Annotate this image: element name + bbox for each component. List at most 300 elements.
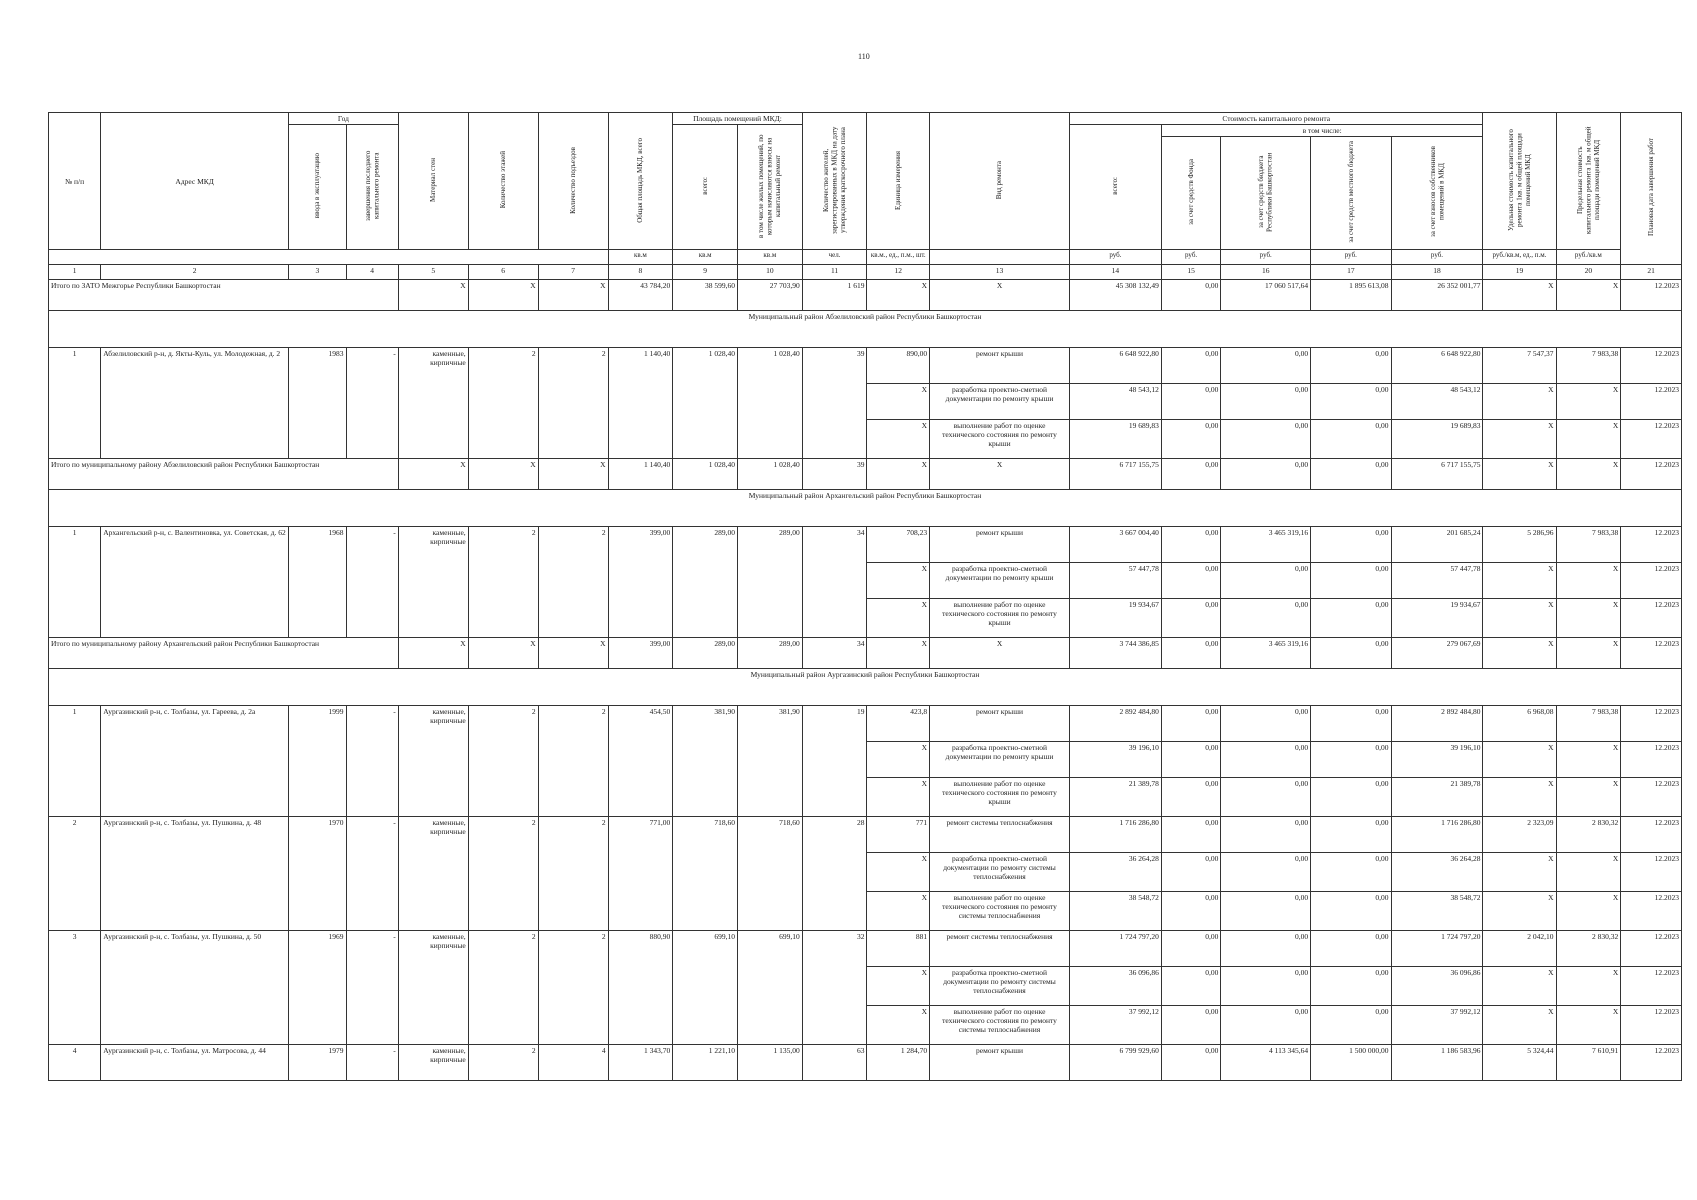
column-number: 2 <box>101 265 289 280</box>
wall-material: каменные, кирпичные <box>398 348 468 459</box>
column-number: 4 <box>346 265 398 280</box>
work-quantity: 423,8 <box>867 706 930 742</box>
hdr-unit <box>867 113 930 250</box>
unit-cell: руб. <box>1161 250 1221 265</box>
deadline: 12.2023 <box>1621 853 1682 892</box>
work-quantity: 708,23 <box>867 527 930 563</box>
unit-cost: 5 286,96 <box>1483 527 1556 563</box>
column-number: 14 <box>1069 265 1161 280</box>
cost-local: 0,00 <box>1311 967 1391 1006</box>
house-number: 1 <box>49 527 101 638</box>
work-quantity: X <box>867 853 930 892</box>
hdr-total-area-text: Общая площадь МКД, всего <box>636 137 645 223</box>
x-mark: X <box>867 280 930 311</box>
floors: 2 <box>468 817 538 931</box>
cost-local: 0,00 <box>1311 817 1391 853</box>
column-number: 9 <box>673 265 738 280</box>
work-quantity: X <box>867 967 930 1006</box>
cost-republic: 0,00 <box>1221 420 1311 459</box>
table-cell: 0,00 <box>1161 638 1221 669</box>
hdr-premises-group: Площадь помещений МКД: <box>673 113 802 125</box>
cost-local: 0,00 <box>1311 853 1391 892</box>
table-header <box>49 113 1682 265</box>
house-address: Архангельский р-н, с. Валентиновка, ул. Советская, д. 62 <box>101 527 289 638</box>
work-quantity: X <box>867 1006 930 1045</box>
column-number: 13 <box>930 265 1070 280</box>
column-number: 17 <box>1311 265 1391 280</box>
column-number: 10 <box>738 265 803 280</box>
table-cell: 0,00 <box>1161 280 1221 311</box>
deadline: 12.2023 <box>1621 1045 1682 1081</box>
cost-owners: 1 716 286,80 <box>1391 817 1483 853</box>
year-commissioning: 1983 <box>289 348 346 459</box>
hdr-premises-total <box>673 125 738 250</box>
premises-living: 1 135,00 <box>738 1045 803 1081</box>
unit-cell: руб. <box>1069 250 1161 265</box>
table-cell: 289,00 <box>673 638 738 669</box>
cost-local: 0,00 <box>1311 742 1391 778</box>
hdr-residents <box>802 113 867 250</box>
cost-owners: 2 892 484,80 <box>1391 706 1483 742</box>
section-title-row <box>49 669 1682 706</box>
work-quantity: X <box>867 563 930 599</box>
residents: 28 <box>802 817 867 931</box>
grand-total-label: Итого по ЗАТО Межгорье Республики Башкортостан <box>49 280 399 311</box>
hdr-total-area <box>608 113 673 250</box>
work-row <box>49 527 1682 563</box>
table-cell: 6 717 155,75 <box>1391 459 1483 490</box>
hdr-cost-fund-text: за счет средств Фонда <box>1186 159 1195 225</box>
table-cell: 6 717 155,75 <box>1069 459 1161 490</box>
hdr-entrances <box>538 113 608 250</box>
premises-total: 1 221,10 <box>673 1045 738 1081</box>
cost-fund: 0,00 <box>1161 563 1221 599</box>
hdr-year-commissioning-text: ввода в эксплуатацию <box>313 153 322 219</box>
cost-local: 0,00 <box>1311 420 1391 459</box>
unit-cost: X <box>1483 892 1556 931</box>
cost-local: 0,00 <box>1311 348 1391 384</box>
cost-local: 0,00 <box>1311 931 1391 967</box>
floors: 2 <box>468 527 538 638</box>
cost-fund: 0,00 <box>1161 817 1221 853</box>
year-commissioning: 1979 <box>289 1045 346 1081</box>
limit-cost: X <box>1556 563 1621 599</box>
grand-total-row <box>49 280 1682 311</box>
work-quantity: X <box>867 420 930 459</box>
repair-type: выполнение работ по оценке технического состояния по ремонту крыши <box>930 420 1070 459</box>
hdr-repair-type-text: Вид ремонта <box>995 160 1004 200</box>
work-quantity: X <box>867 892 930 931</box>
table-cell: 27 703,90 <box>738 280 803 311</box>
x-mark: X <box>930 638 1070 669</box>
unit-cost: 6 968,08 <box>1483 706 1556 742</box>
house-address: Аургазинский р-н, с. Толбазы, ул. Матросова, д. 44 <box>101 1045 289 1081</box>
table-cell: 0,00 <box>1161 459 1221 490</box>
year-last-repair: - <box>346 931 398 1045</box>
table-cell: 12.2023 <box>1621 459 1682 490</box>
limit-cost: 7 983,38 <box>1556 706 1621 742</box>
cost-total: 19 689,83 <box>1069 420 1161 459</box>
hdr-year-group: Год <box>289 113 399 125</box>
work-quantity: X <box>867 384 930 420</box>
house-number: 2 <box>49 817 101 931</box>
total-area: 399,00 <box>608 527 673 638</box>
year-commissioning: 1999 <box>289 706 346 817</box>
year-commissioning: 1969 <box>289 931 346 1045</box>
hdr-unit-cost <box>1483 113 1556 250</box>
unit-cost: X <box>1483 967 1556 1006</box>
premises-living: 699,10 <box>738 931 803 1045</box>
entrances: 2 <box>538 931 608 1045</box>
x-mark: X <box>398 280 468 311</box>
repair-type: ремонт системы теплоснабжения <box>930 817 1070 853</box>
column-number: 16 <box>1221 265 1311 280</box>
year-last-repair: - <box>346 706 398 817</box>
section-title: Муниципальный район Абзелиловский район Республики Башкортостан <box>49 311 1682 348</box>
table-cell: 1 140,40 <box>608 459 673 490</box>
house-address: Аургазинский р-н, с. Толбазы, ул. Пушкина, д. 50 <box>101 931 289 1045</box>
unit-cell: кв.м <box>608 250 673 265</box>
hdr-limit-cost <box>1556 113 1621 250</box>
x-mark: X <box>1556 459 1621 490</box>
hdr-cost-owners <box>1391 137 1483 250</box>
work-row <box>49 348 1682 384</box>
cost-fund: 0,00 <box>1161 706 1221 742</box>
hdr-deadline-text: Плановая дата завершения работ <box>1646 138 1655 237</box>
hdr-year-last-repair <box>346 125 398 250</box>
wall-material: каменные, кирпичные <box>398 817 468 931</box>
cost-local: 0,00 <box>1311 706 1391 742</box>
section-total-row <box>49 459 1682 490</box>
hdr-limit-cost-text: Предельная стоимость капитального ремонта 1кв. м общей площади помещений МКД <box>1575 126 1601 234</box>
cost-republic: 0,00 <box>1221 348 1311 384</box>
hdr-cost-total <box>1069 125 1161 250</box>
unit-cost: X <box>1483 1006 1556 1045</box>
limit-cost: X <box>1556 599 1621 638</box>
x-mark: X <box>1483 280 1556 311</box>
work-quantity: 881 <box>867 931 930 967</box>
unit-cell: чел. <box>802 250 867 265</box>
premises-living: 1 028,40 <box>738 348 803 459</box>
column-number: 12 <box>867 265 930 280</box>
cost-owners: 19 934,67 <box>1391 599 1483 638</box>
entrances: 2 <box>538 706 608 817</box>
table-cell: 399,00 <box>608 638 673 669</box>
x-mark: X <box>1556 638 1621 669</box>
section-title: Муниципальный район Архангельский район Республики Башкортостан <box>49 490 1682 527</box>
x-mark: X <box>398 459 468 490</box>
house-address: Аургазинский р-н, с. Толбазы, ул. Пушкина, д. 48 <box>101 817 289 931</box>
total-area: 1 140,40 <box>608 348 673 459</box>
table-cell: 17 060 517,64 <box>1221 280 1311 311</box>
unit-cost: X <box>1483 384 1556 420</box>
premises-total: 1 028,40 <box>673 348 738 459</box>
cost-local: 0,00 <box>1311 1006 1391 1045</box>
deadline: 12.2023 <box>1621 527 1682 563</box>
cost-local: 0,00 <box>1311 527 1391 563</box>
cost-total: 1 716 286,80 <box>1069 817 1161 853</box>
cost-republic: 0,00 <box>1221 931 1311 967</box>
hdr-year-last-repair-text: завершения последнего капитального ремонта <box>363 150 381 222</box>
work-row <box>49 817 1682 853</box>
wall-material: каменные, кирпичные <box>398 527 468 638</box>
cost-owners: 19 689,83 <box>1391 420 1483 459</box>
table-cell: 3 465 319,16 <box>1221 638 1311 669</box>
unit-cell: руб. <box>1221 250 1311 265</box>
cost-local: 0,00 <box>1311 563 1391 599</box>
total-area: 771,00 <box>608 817 673 931</box>
floors: 2 <box>468 706 538 817</box>
deadline: 12.2023 <box>1621 778 1682 817</box>
hdr-material <box>398 113 468 250</box>
premises-living: 289,00 <box>738 527 803 638</box>
section-title: Муниципальный район Аургазинский район Республики Башкортостан <box>49 669 1682 706</box>
x-mark: X <box>1483 459 1556 490</box>
cost-fund: 0,00 <box>1161 1006 1221 1045</box>
house-address: Абзелиловский р-н, д. Якты-Куль, ул. Молодежная, д. 2 <box>101 348 289 459</box>
table-cell: 34 <box>802 638 867 669</box>
work-row <box>49 1045 1682 1081</box>
entrances: 2 <box>538 817 608 931</box>
x-mark: X <box>930 280 1070 311</box>
table-cell: 1 028,40 <box>673 459 738 490</box>
limit-cost: X <box>1556 892 1621 931</box>
cost-owners: 57 447,78 <box>1391 563 1483 599</box>
cost-local: 0,00 <box>1311 599 1391 638</box>
cost-local: 0,00 <box>1311 384 1391 420</box>
cost-total: 37 992,12 <box>1069 1006 1161 1045</box>
hdr-floors-text: Количество этажей <box>498 151 507 209</box>
units-empty <box>49 250 609 265</box>
repair-type: ремонт системы теплоснабжения <box>930 931 1070 967</box>
limit-cost: X <box>1556 853 1621 892</box>
house-number: 4 <box>49 1045 101 1081</box>
limit-cost: 7 610,91 <box>1556 1045 1621 1081</box>
hdr-year-commissioning <box>289 125 346 250</box>
cost-total: 6 799 929,60 <box>1069 1045 1161 1081</box>
hdr-cost-local-text: за счет средств местного бюджета <box>1346 141 1355 243</box>
cost-total: 36 264,28 <box>1069 853 1161 892</box>
premises-total: 718,60 <box>673 817 738 931</box>
unit-cost: 2 323,09 <box>1483 817 1556 853</box>
cost-fund: 0,00 <box>1161 853 1221 892</box>
cost-total: 6 648 922,80 <box>1069 348 1161 384</box>
column-number: 7 <box>538 265 608 280</box>
cost-owners: 39 196,10 <box>1391 742 1483 778</box>
unit-cost: X <box>1483 599 1556 638</box>
residents: 34 <box>802 527 867 638</box>
limit-cost: 2 830,32 <box>1556 817 1621 853</box>
cost-republic: 0,00 <box>1221 742 1311 778</box>
unit-cell: кв.м <box>738 250 803 265</box>
cost-local: 1 500 000,00 <box>1311 1045 1391 1081</box>
work-quantity: X <box>867 742 930 778</box>
column-number: 20 <box>1556 265 1621 280</box>
cost-owners: 38 548,72 <box>1391 892 1483 931</box>
house-number: 1 <box>49 348 101 459</box>
cost-republic: 0,00 <box>1221 778 1311 817</box>
cost-fund: 0,00 <box>1161 348 1221 384</box>
unit-cost: 2 042,10 <box>1483 931 1556 967</box>
cost-fund: 0,00 <box>1161 931 1221 967</box>
page-number: 110 <box>858 52 870 61</box>
hdr-n: № п/п <box>49 113 101 250</box>
cost-total: 3 667 004,40 <box>1069 527 1161 563</box>
units-row <box>49 250 1682 265</box>
cost-owners: 36 264,28 <box>1391 853 1483 892</box>
repair-type: разработка проектно-сметной документации по ремонту крыши <box>930 384 1070 420</box>
column-number: 19 <box>1483 265 1556 280</box>
total-area: 1 343,70 <box>608 1045 673 1081</box>
unit-cost: 5 324,44 <box>1483 1045 1556 1081</box>
x-mark: X <box>468 638 538 669</box>
cost-total: 21 389,78 <box>1069 778 1161 817</box>
year-last-repair: - <box>346 1045 398 1081</box>
hdr-floors <box>468 113 538 250</box>
column-number: 1 <box>49 265 101 280</box>
limit-cost: 7 983,38 <box>1556 348 1621 384</box>
deadline: 12.2023 <box>1621 599 1682 638</box>
table-cell: 0,00 <box>1311 459 1391 490</box>
work-quantity: 1 284,70 <box>867 1045 930 1081</box>
cost-local: 0,00 <box>1311 892 1391 931</box>
cost-republic: 0,00 <box>1221 599 1311 638</box>
column-number: 11 <box>802 265 867 280</box>
table-cell: 43 784,20 <box>608 280 673 311</box>
hdr-material-text: Материал стен <box>429 158 438 202</box>
house-number: 3 <box>49 931 101 1045</box>
cost-fund: 0,00 <box>1161 384 1221 420</box>
cost-owners: 36 096,86 <box>1391 967 1483 1006</box>
column-number: 18 <box>1391 265 1483 280</box>
deadline: 12.2023 <box>1621 348 1682 384</box>
limit-cost: X <box>1556 384 1621 420</box>
section-title-row <box>49 490 1682 527</box>
work-row <box>49 931 1682 967</box>
cost-republic: 0,00 <box>1221 853 1311 892</box>
cost-owners: 37 992,12 <box>1391 1006 1483 1045</box>
cost-total: 38 548,72 <box>1069 892 1161 931</box>
table-cell: 38 599,60 <box>673 280 738 311</box>
deadline: 12.2023 <box>1621 563 1682 599</box>
cost-republic: 0,00 <box>1221 817 1311 853</box>
entrances: 2 <box>538 348 608 459</box>
premises-living: 718,60 <box>738 817 803 931</box>
table-cell: 1 028,40 <box>738 459 803 490</box>
work-quantity: X <box>867 599 930 638</box>
deadline: 12.2023 <box>1621 384 1682 420</box>
cost-fund: 0,00 <box>1161 892 1221 931</box>
repair-type: выполнение работ по оценке технического состояния по ремонту крыши <box>930 599 1070 638</box>
cost-owners: 1 186 583,96 <box>1391 1045 1483 1081</box>
hdr-unit-text: Единица измерения <box>894 150 903 210</box>
total-area: 880,90 <box>608 931 673 1045</box>
table-cell: 3 744 386,85 <box>1069 638 1161 669</box>
premises-total: 381,90 <box>673 706 738 817</box>
wall-material: каменные, кирпичные <box>398 1045 468 1081</box>
column-number: 21 <box>1621 265 1682 280</box>
table-cell: 39 <box>802 459 867 490</box>
hdr-premises-total-text: всего: <box>700 177 709 195</box>
unit-cost: X <box>1483 778 1556 817</box>
cost-local: 0,00 <box>1311 778 1391 817</box>
cost-republic: 0,00 <box>1221 563 1311 599</box>
table-cell: 1 895 613,08 <box>1311 280 1391 311</box>
column-numbers-row <box>49 265 1682 280</box>
table-body <box>49 265 1682 1081</box>
limit-cost: X <box>1556 420 1621 459</box>
cost-republic: 0,00 <box>1221 1006 1311 1045</box>
wall-material: каменные, кирпичные <box>398 931 468 1045</box>
limit-cost: X <box>1556 742 1621 778</box>
section-title-row <box>49 311 1682 348</box>
floors: 2 <box>468 1045 538 1081</box>
cost-owners: 21 389,78 <box>1391 778 1483 817</box>
work-quantity: X <box>867 778 930 817</box>
hdr-cost-owners-text: за счет взносов собственников помещений в МКД <box>1428 146 1445 238</box>
x-mark: X <box>930 459 1070 490</box>
table-cell: 45 308 132,49 <box>1069 280 1161 311</box>
year-last-repair: - <box>346 817 398 931</box>
house-number: 1 <box>49 706 101 817</box>
residents: 32 <box>802 931 867 1045</box>
cost-total: 39 196,10 <box>1069 742 1161 778</box>
repair-type: ремонт крыши <box>930 348 1070 384</box>
cost-republic: 3 465 319,16 <box>1221 527 1311 563</box>
hdr-cost-fund <box>1161 137 1221 250</box>
column-number: 3 <box>289 265 346 280</box>
hdr-cost-local <box>1311 137 1391 250</box>
unit-cell: кв.м <box>673 250 738 265</box>
column-number: 5 <box>398 265 468 280</box>
unit-cell: руб./кв.м, ед., п.м. <box>1483 250 1556 265</box>
hdr-residents-text: Количество жителей, зарегистрированных в МКД на дату утверждения краткосрочного плана <box>821 126 847 234</box>
hdr-address: Адрес МКД <box>101 113 289 250</box>
table-cell: 26 352 001,77 <box>1391 280 1483 311</box>
hdr-cost-group: Стоимость капитального ремонта <box>1069 113 1482 125</box>
repair-type: выполнение работ по оценке технического состояния по ремонту крыши <box>930 778 1070 817</box>
cost-total: 19 934,67 <box>1069 599 1161 638</box>
hdr-cost-republic-text: за счет средств бюджета Республики Башкортостан <box>1257 152 1274 232</box>
cost-total: 1 724 797,20 <box>1069 931 1161 967</box>
unit-cost: X <box>1483 563 1556 599</box>
x-mark: X <box>1556 280 1621 311</box>
repair-type: выполнение работ по оценке технического состояния по ремонту системы теплоснабжения <box>930 1006 1070 1045</box>
hdr-unit-cost-text: Удельная стоимость капитального ремонта 1кв. м общей площади помещений МКД <box>1506 129 1532 231</box>
hdr-deadline <box>1621 113 1682 265</box>
premises-total: 699,10 <box>673 931 738 1045</box>
repair-type: разработка проектно-сметной документации по ремонту крыши <box>930 742 1070 778</box>
cost-republic: 0,00 <box>1221 892 1311 931</box>
limit-cost: X <box>1556 1006 1621 1045</box>
repair-type: ремонт крыши <box>930 527 1070 563</box>
table-cell: 12.2023 <box>1621 638 1682 669</box>
table-cell: 12.2023 <box>1621 280 1682 311</box>
hdr-premises-living <box>738 125 803 250</box>
year-last-repair: - <box>346 348 398 459</box>
deadline: 12.2023 <box>1621 706 1682 742</box>
premises-living: 381,90 <box>738 706 803 817</box>
premises-total: 289,00 <box>673 527 738 638</box>
unit-cell: руб. <box>1391 250 1483 265</box>
x-mark: X <box>468 459 538 490</box>
work-quantity: 771 <box>867 817 930 853</box>
repair-type: выполнение работ по оценке технического состояния по ремонту системы теплоснабжения <box>930 892 1070 931</box>
table-cell: 0,00 <box>1221 459 1311 490</box>
cost-fund: 0,00 <box>1161 742 1221 778</box>
unit-cost: X <box>1483 420 1556 459</box>
cost-fund: 0,00 <box>1161 778 1221 817</box>
